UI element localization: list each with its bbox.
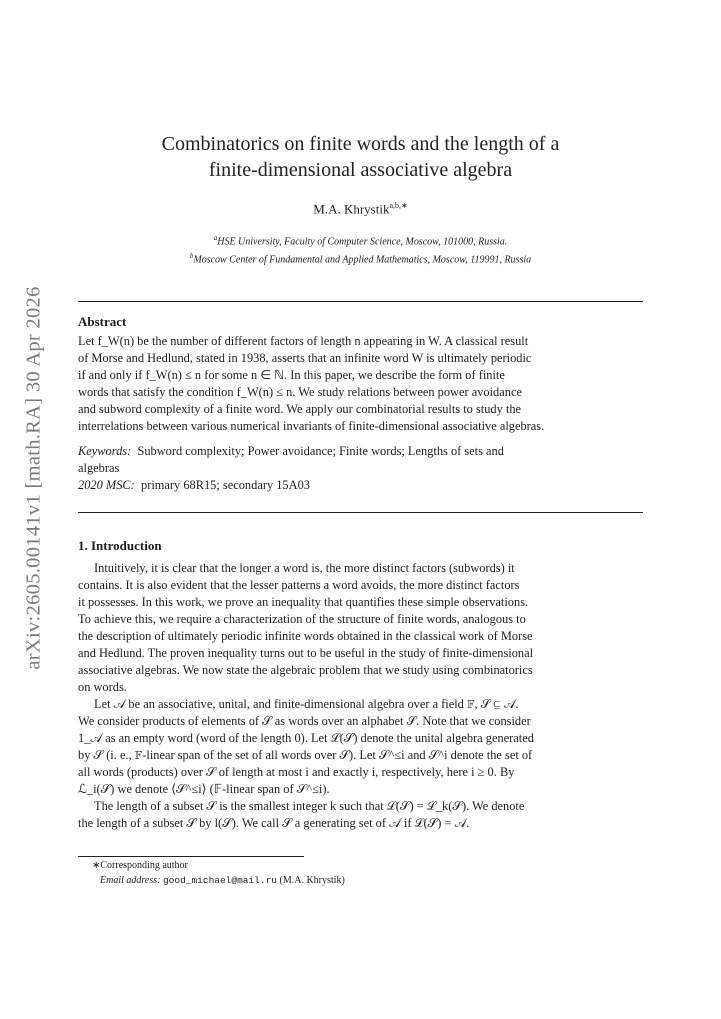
footnote-rule (78, 856, 304, 857)
email-line (78, 873, 643, 888)
section-heading: 1. Introduction (78, 538, 162, 553)
intro-line: contains. It is also evident that the lesser patterns a word avoids, the more distinct factors (78, 578, 520, 592)
abstract-line: Let f_W(n) be the number of different factors of length n appearing in W. A classical result (78, 334, 529, 348)
keywords (78, 443, 643, 460)
title-line: finite-dimensional associative algebra (208, 159, 513, 181)
intro-line: it possesses. In this work, we prove an inequality that quantifies these simple observations. (78, 595, 529, 609)
msc-text: primary 68R15; secondary 15A03 (141, 478, 310, 492)
introduction-section (78, 537, 643, 832)
abstract-heading: Abstract (78, 314, 127, 329)
arxiv-stamp[interactable]: arXiv:2605.00141v1 [math.RA] 30 Apr 2026 (22, 286, 45, 670)
corresponding-author: ∗Corresponding author (92, 860, 188, 871)
msc (78, 477, 643, 494)
footnote (78, 858, 643, 888)
abstract-top-rule (78, 301, 643, 302)
intro-line: the description of ultimately periodic infinite words obtained in the classical work of Morse (78, 629, 533, 643)
intro-line: ℒ_i(𝒮) we denote ⟨𝒮^≤i⟩ (𝔽-linear span of 𝒮^≤i). (78, 782, 330, 796)
keywords-continued: algebras (78, 461, 120, 475)
abstract-line: and subword complexity of a finite word. We apply our combinatorial results to study the (78, 402, 522, 416)
intro-line: Intuitively, it is clear that the longer a word is, the more distinct factors (subwords) it (94, 561, 515, 575)
affiliation-a: $^a$HSE University, Faculty of Computer Science, Moscow, 101000, Russia. (213, 234, 508, 248)
author-marks: a,b,∗ (389, 201, 408, 210)
intro-line: on words. (78, 680, 127, 694)
intro-line: We consider products of elements of 𝒮 as words over an alphabet 𝒮. Note that we consider (78, 714, 531, 728)
keywords-label: Keywords: (78, 444, 132, 458)
paper-title (0, 131, 721, 183)
email-owner: (M.A. Khrystik) (279, 875, 345, 886)
intro-line: The length of a subset 𝒮 is the smallest integer k such that ℒ(𝒮) = ℒ_k(𝒮). We denote (94, 799, 525, 813)
abstract-bottom-rule (78, 512, 643, 513)
intro-line: all words (products) over 𝒮 of length at most i and exactly i, respectively, here i ≥ 0. By (78, 765, 515, 779)
intro-line: by 𝒮 (i. e., 𝔽-linear span of the set of all words over 𝒮). Let 𝒮^≤i and 𝒮^i denote the set of (78, 748, 533, 762)
abstract-line: interrelations between various numerical invariants of finite-dimensional associative algebras. (78, 419, 545, 433)
affiliations (0, 231, 721, 268)
intro-line: associative algebras. We now state the algebraic problem that we study using combinatorics (78, 663, 533, 677)
intro-line: and Hedlund. The proven inequality turns out to be useful in the study of finite-dimensional (78, 646, 534, 660)
title-line: Combinatorics on finite words and the length of a (161, 133, 560, 155)
intro-line: the length of a subset 𝒮 by l(𝒮). We call 𝒮 a generating set of 𝒜 if ℒ(𝒮) = 𝒜. (78, 816, 470, 830)
author-line (0, 201, 721, 217)
intro-line: Let 𝒜 be an associative, unital, and finite-dimensional algebra over a field 𝔽, 𝒮 ⊆ 𝒜. (94, 697, 519, 711)
abstract-line: words that satisfy the condition f_W(n) ≤ n. We study relations between power avoidance (78, 385, 522, 399)
email-link[interactable]: good_michael@mail.ru (162, 875, 277, 886)
abstract (78, 313, 643, 494)
abstract-line: of Morse and Hedlund, stated in 1938, asserts that an infinite word W is ultimately periodic (78, 351, 532, 365)
msc-label: 2020 MSC: (78, 478, 135, 492)
intro-line: To achieve this, we require a characterization of the structure of finite words, analogous to (78, 612, 526, 626)
abstract-line: if and only if f_W(n) ≤ n for some n ∈ ℕ. In this paper, we describe the form of finite (78, 368, 505, 382)
author-name: M.A. Khrystik (313, 201, 390, 217)
affiliation-b: $^b$Moscow Center of Fundamental and Applied Mathematics, Moscow, 119991, Russia (189, 252, 532, 266)
email-label: Email address: (100, 875, 161, 886)
intro-line: 1_𝒜 as an empty word (word of the length 0). Let ℒ(𝒮) denote the unital algebra generated (78, 731, 534, 745)
keywords-text: Subword complexity; Power avoidance; Finite words; Lengths of sets and (137, 444, 504, 458)
